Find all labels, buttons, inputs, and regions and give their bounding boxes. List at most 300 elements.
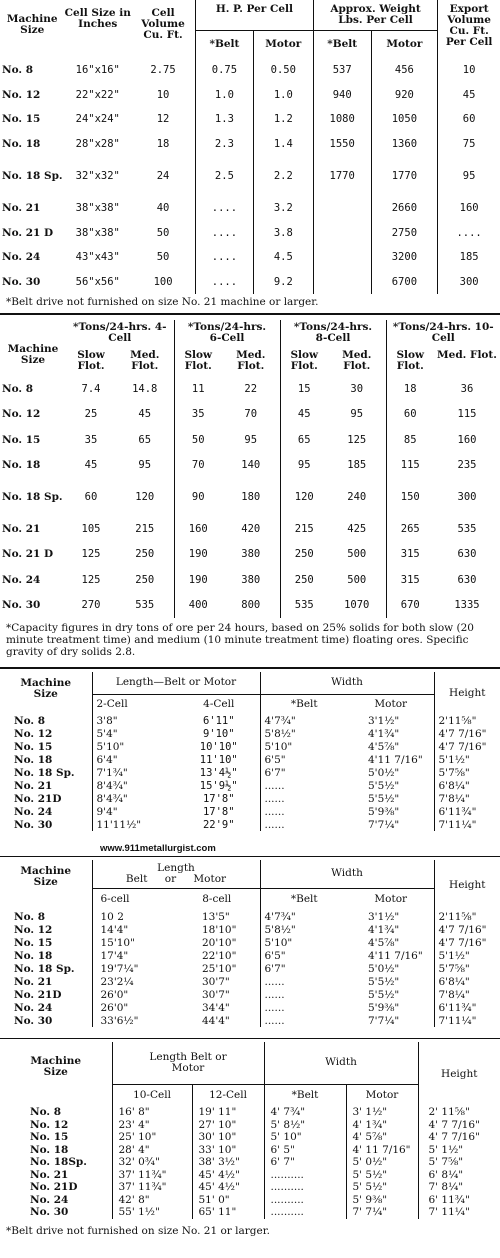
table-cell: ......	[260, 1001, 348, 1014]
table-cell: 630	[457, 548, 477, 561]
table-2-footnote: *Capacity figures in dry tons of ore per 24 hours, based on 25% solids for both slow (20 minute treatment time) and medium (10 minute treatment time) floating ores. Specific gravity of dry solids 2.8.	[6, 622, 474, 658]
table-cell: 5' 5½"	[346, 1169, 418, 1182]
table-cell: 44'4"	[202, 1014, 230, 1027]
table-cell: 1.0	[196, 83, 254, 108]
table-row	[0, 988, 500, 1001]
table-cell: 4'7 7/16"	[434, 923, 500, 936]
col-weight-motor: Motor	[371, 30, 438, 58]
table-cell: 38"x38"	[75, 202, 120, 215]
table-cell: 28' 4"	[112, 1144, 192, 1157]
col-hp-motor: Motor	[253, 30, 313, 58]
col-machine-size: Machine Size	[6, 13, 58, 36]
col-6-cell: *Tons/24-hrs. 6-Cell	[174, 320, 280, 350]
table-cell: 30'7"	[202, 975, 230, 988]
table-cell: 6'7"	[260, 766, 348, 779]
col-med: Med. Flot.	[437, 349, 497, 361]
table-cell: 7'8¼"	[434, 792, 500, 805]
table-cell: ..........	[264, 1169, 346, 1182]
table-cell: 7'7¼"	[368, 1014, 400, 1027]
table-cell: 160	[438, 196, 500, 221]
table-cell: 140	[241, 459, 261, 472]
table-row	[0, 910, 500, 923]
table-cell	[313, 245, 371, 270]
table-cell: ....	[196, 245, 254, 270]
col-length: Length—Belt or Motor	[92, 672, 260, 694]
table-cell: 5'8½"	[260, 923, 348, 936]
col-height: Height	[434, 860, 500, 910]
table-cell: 630	[457, 573, 477, 586]
table-cell: 3200	[371, 245, 438, 270]
table-cell	[313, 270, 371, 295]
table-row	[0, 818, 500, 831]
col-6-cell: 6-cell	[92, 888, 174, 910]
row-label: No. 30	[2, 599, 41, 612]
table-cell	[313, 221, 371, 246]
row-label: No. 21	[2, 522, 41, 535]
col-4-cell: 4-Cell	[203, 697, 235, 710]
table-1-footnote: *Belt drive not furnished on size No. 21 machine or larger.	[6, 296, 319, 308]
table-cell: 270	[81, 599, 101, 612]
table-cell: 185	[347, 459, 367, 472]
col-width-belt: *Belt	[264, 1084, 346, 1106]
table-cell: 7' 7¼"	[346, 1206, 418, 1219]
table-cell: 17'4"	[92, 949, 174, 962]
col-hp: H. P. Per Cell	[196, 0, 314, 30]
table-cell: 17'8"	[202, 805, 235, 818]
row-label: No. 21 D	[2, 226, 54, 239]
table-cell: 180	[241, 491, 261, 503]
watermark-url: www.911metallurgist.com	[100, 843, 216, 854]
table-cell: 11'10"	[199, 753, 238, 766]
table-cell: ..........	[264, 1206, 346, 1219]
table-cell: 25	[84, 408, 98, 421]
col-cell-size: Cell Size in Inches	[64, 7, 131, 30]
table-cell: 400	[174, 593, 222, 619]
table-cell: 43"x43"	[75, 251, 120, 264]
table-cell: 56"x56"	[75, 275, 120, 288]
col-med: Med. Flot.	[342, 349, 372, 372]
row-label: No. 30	[2, 275, 41, 288]
table-cell: 6'8¼"	[434, 975, 500, 988]
col-width: Width	[260, 672, 434, 694]
table-cell: 4' 7 7/16"	[418, 1119, 500, 1132]
table-cell: 1.4	[253, 132, 313, 157]
table-cell: 60	[84, 491, 98, 503]
table-cell: 37' 11¾"	[112, 1169, 192, 1182]
table-cell: 11'11½"	[92, 818, 178, 831]
table-cell: 537	[313, 58, 371, 83]
col-length: Length Belt or Motor	[112, 1042, 264, 1084]
col-machine-size: Machine Size	[30, 1055, 82, 1078]
row-label: No. 12	[14, 923, 53, 936]
row-label: No. 24	[2, 573, 41, 586]
table-cell: 2.3	[196, 132, 254, 157]
table-cell: 5'10"	[260, 936, 348, 949]
table-cell: 535	[135, 599, 155, 612]
col-4-cell: *Tons/24-hrs. 4-Cell	[72, 321, 167, 344]
table-cell: 16' 8"	[112, 1106, 192, 1119]
table-cell: 6'4"	[92, 753, 178, 766]
table-cell: 18'10"	[202, 923, 237, 936]
table-row	[0, 975, 500, 988]
table-row	[0, 376, 500, 402]
table-cell: 5'1½"	[434, 949, 500, 962]
table-row	[0, 567, 500, 593]
col-width-belt: *Belt	[260, 694, 348, 714]
col-width: Width	[260, 860, 434, 888]
table-row	[0, 949, 500, 962]
table-row	[0, 107, 500, 132]
table-row	[0, 245, 500, 270]
row-label: No. 8	[2, 64, 34, 77]
table-row	[0, 1014, 500, 1027]
col-width: Width	[264, 1042, 418, 1084]
table-cell: 4'7¾"	[260, 714, 348, 727]
table-row	[0, 1169, 500, 1182]
table-cell: 120	[280, 478, 328, 516]
table-cell: 37' 11¾"	[112, 1181, 192, 1194]
table-cell: 35	[84, 433, 98, 446]
table-cell: 5' 1½"	[418, 1144, 500, 1157]
table-cell: 25'10"	[202, 962, 237, 975]
row-label: No. 24	[30, 1193, 69, 1206]
table-cell: 7'1¾"	[92, 766, 178, 779]
table-cell: 2.75	[150, 64, 176, 77]
table-cell: 51' 0"	[192, 1194, 264, 1207]
table-cell: ......	[260, 805, 348, 818]
table-cell: 4'5⅞"	[368, 740, 400, 753]
col-10-cell: *Tons/24-hrs. 10-Cell	[386, 320, 500, 350]
row-label: No. 18	[2, 459, 41, 472]
table-cell: 12	[156, 113, 170, 126]
table-cell: 5'7⅝"	[434, 962, 500, 975]
row-label: No. 21D	[14, 988, 62, 1001]
table-cell: 0.50	[253, 58, 313, 83]
table-cell: 300	[457, 491, 477, 503]
table-cell: 235	[457, 459, 477, 472]
table-cell: 4' 1¾"	[346, 1119, 418, 1132]
table-cell: ......	[260, 779, 348, 792]
table-cell: 19' 11"	[192, 1106, 264, 1119]
table-cell: 5'4"	[92, 727, 178, 740]
table-cell: 5'5½"	[368, 792, 400, 805]
table-cell: 315	[386, 567, 434, 593]
table-cell: 160	[457, 433, 477, 446]
table-cell: 4'7 7/16"	[434, 740, 500, 753]
table-row	[0, 1181, 500, 1194]
table-cell: 15'9½"	[199, 779, 238, 792]
table-cell: 13'5"	[202, 910, 230, 923]
table-cell: 23'2¼	[92, 975, 174, 988]
table-cell: 7'11¼"	[434, 818, 500, 831]
table-cell: 4'1¾"	[368, 727, 400, 740]
table-row	[0, 923, 500, 936]
table-cell: 6'11¾"	[434, 1001, 500, 1014]
table-cell: 13'4½"	[199, 766, 238, 779]
table-cell: 2750	[371, 221, 438, 246]
col-med: Med. Flot.	[236, 349, 266, 372]
table-cell: 7' 11¼"	[418, 1206, 500, 1219]
table-cell: 185	[438, 245, 500, 270]
table-cell: 2660	[371, 196, 438, 221]
table-cell: 14'4"	[92, 923, 174, 936]
row-label: No. 8	[14, 714, 46, 727]
table-cell: 1.0	[253, 83, 313, 108]
table-cell: 105	[81, 522, 101, 535]
table-cell: 5' 8½"	[264, 1119, 346, 1132]
row-label: No. 12	[14, 727, 53, 740]
table-cell: 50	[174, 427, 222, 453]
table-cell: 4'7 7/16"	[434, 727, 500, 740]
table-cell: 500	[347, 573, 367, 586]
table-cell: 36	[460, 382, 474, 395]
divider	[0, 313, 500, 315]
table-cell: 240	[347, 491, 367, 503]
table-cell: 5'9⅜"	[368, 1001, 400, 1014]
table-cell: 70	[174, 453, 222, 479]
table-cell: 60	[438, 107, 500, 132]
table-row	[0, 221, 500, 246]
table-cell: 3'8"	[92, 714, 178, 727]
table-cell: 95	[244, 433, 258, 446]
table-cell: 45	[138, 408, 152, 421]
table-cell: 190	[174, 567, 222, 593]
table-cell: 7.4	[81, 382, 101, 395]
row-label: No. 21	[14, 975, 53, 988]
col-length: Length	[157, 861, 195, 874]
table-cell: 7'11¼"	[434, 1014, 500, 1027]
table-cell: 0.75	[196, 58, 254, 83]
table-cell: 5'0½"	[368, 962, 400, 975]
table-cell: 6' 5"	[264, 1144, 346, 1157]
table-row	[0, 962, 500, 975]
table-cell: 115	[457, 408, 477, 421]
table-row	[0, 542, 500, 568]
table-cell: 4'5⅞"	[368, 936, 400, 949]
col-2-cell: 2-Cell	[92, 694, 178, 714]
table-1	[0, 0, 500, 310]
table-cell: 1050	[371, 107, 438, 132]
table-cell: 22	[244, 382, 258, 395]
table-cell: 4' 5⅞"	[346, 1131, 418, 1144]
table-cell: 50	[156, 251, 170, 264]
table-cell: 3'1½"	[368, 910, 400, 923]
table-cell: 150	[386, 478, 434, 516]
table-cell: 2'11⅝"	[434, 910, 500, 923]
table-cell: 5' 7⅝"	[418, 1156, 500, 1169]
row-label: No. 21D	[14, 792, 62, 805]
table-row	[0, 427, 500, 453]
row-label: No. 18	[2, 137, 41, 150]
row-label: No. 15	[2, 433, 41, 446]
table-cell: 30'7"	[202, 988, 230, 1001]
table-cell: 95	[438, 156, 500, 196]
table-row	[0, 727, 500, 740]
row-label: No. 18 Sp.	[2, 491, 63, 503]
col-weight: Approx. Weight Lbs. Per Cell	[313, 0, 437, 30]
table-cell: 2.5	[196, 156, 254, 196]
table-cell: 85	[386, 427, 434, 453]
table-cell: 3.8	[253, 221, 313, 246]
table-cell: ......	[260, 1014, 348, 1027]
table-cell: 120	[135, 491, 155, 503]
table-row	[0, 1131, 500, 1144]
col-width-motor: Motor	[374, 697, 408, 710]
table-cell: 6' 11¾"	[418, 1194, 500, 1207]
row-label: No. 18 Sp.	[14, 766, 75, 779]
table-cell: 34'4"	[202, 1001, 230, 1014]
table-cell: 420	[241, 522, 261, 535]
row-label: No. 30	[30, 1206, 69, 1219]
row-label: No. 21	[30, 1168, 69, 1181]
table-cell: 45' 4½"	[192, 1169, 264, 1182]
table-cell: 5' 9⅜"	[346, 1194, 418, 1207]
table-cell: 18	[386, 376, 434, 402]
table-cell: 5'10"	[260, 740, 348, 753]
table-row	[0, 1119, 500, 1132]
table-cell: 9'10"	[202, 727, 235, 740]
table-cell: 5'5½"	[368, 988, 400, 1001]
table-cell: ......	[260, 975, 348, 988]
table-cell: 425	[347, 522, 367, 535]
table-row	[0, 83, 500, 108]
table-cell: 1550	[313, 132, 371, 157]
table-cell: 19'7¼"	[92, 962, 174, 975]
table-cell: 45	[84, 459, 98, 472]
col-export: Export Volume Cu. Ft. Per Cell	[438, 0, 500, 58]
table-cell: 7' 8¼"	[418, 1181, 500, 1194]
table-cell: ......	[260, 792, 348, 805]
row-label: No. 15	[2, 113, 41, 126]
table-cell: 1770	[371, 156, 438, 196]
table-row	[0, 1156, 500, 1169]
row-label: No. 24	[14, 805, 53, 818]
table-cell: 5'7⅝"	[434, 766, 500, 779]
table-cell: 300	[438, 270, 500, 295]
col-machine-size: Machine Size	[20, 677, 72, 700]
table-cell: 22'9"	[202, 818, 235, 831]
table-cell: 33'6½"	[92, 1014, 174, 1027]
table-cell: 90	[174, 478, 222, 516]
table-cell: 70	[244, 408, 258, 421]
table-5	[0, 1042, 500, 1237]
col-length-group	[92, 860, 260, 888]
table-cell: 8'4¾"	[92, 779, 178, 792]
table-cell: 4' 7 7/16"	[418, 1131, 500, 1144]
row-label: No. 21	[14, 779, 53, 792]
table-cell: 65	[280, 427, 328, 453]
table-cell: 6'7"	[260, 962, 348, 975]
table-cell: 55' 1½"	[112, 1206, 192, 1219]
table-row	[0, 196, 500, 221]
table-cell: 95	[138, 459, 152, 472]
table-cell: 45' 4½"	[192, 1181, 264, 1194]
table-cell: 4'11 7/16"	[368, 949, 423, 962]
table-cell: 32"x32"	[75, 170, 120, 182]
col-10-cell: 10-Cell	[112, 1084, 192, 1106]
col-height: Height	[434, 672, 500, 714]
table-cell: 23' 4"	[112, 1119, 192, 1132]
table-cell: 5' 5½"	[346, 1181, 418, 1194]
table-row	[0, 766, 500, 779]
table-cell: 11	[174, 376, 222, 402]
row-label: No. 24	[2, 251, 41, 264]
table-2	[0, 320, 500, 662]
table-cell: 500	[347, 548, 367, 561]
table-cell: 17'8"	[202, 792, 235, 805]
col-weight-belt: *Belt	[313, 30, 371, 58]
row-label: No. 30	[14, 1014, 53, 1027]
table-cell: 5'10"	[92, 740, 178, 753]
table-cell: 8'4¾"	[92, 792, 178, 805]
table-cell: 5'9⅜"	[368, 805, 400, 818]
table-cell: ..........	[264, 1181, 346, 1194]
table-3	[0, 672, 500, 831]
col-width-motor: Motor	[346, 1084, 418, 1106]
table-cell: 18	[156, 137, 170, 150]
table-row	[0, 792, 500, 805]
col-slow: Slow Flot.	[77, 349, 105, 372]
table-cell: 2'11⅝"	[434, 714, 500, 727]
table-cell: 16"x16"	[75, 64, 120, 77]
table-cell: 4.5	[253, 245, 313, 270]
row-label: No. 24	[14, 1001, 53, 1014]
table-cell: 5'0½"	[368, 766, 400, 779]
table-row	[0, 1001, 500, 1014]
table-row	[0, 1194, 500, 1207]
table-cell: 45	[438, 83, 500, 108]
table-cell: 14.8	[132, 382, 158, 395]
col-machine-size: Machine Size	[20, 865, 72, 888]
table-cell: 50	[156, 226, 170, 239]
table-cell: 6'8¼"	[434, 779, 500, 792]
table-cell: 20'10"	[202, 936, 237, 949]
table-row	[0, 58, 500, 83]
row-label: No. 18 Sp.	[14, 962, 75, 975]
table-cell: 9.2	[253, 270, 313, 295]
row-label: No. 15	[14, 936, 53, 949]
row-label: No. 18	[30, 1143, 69, 1156]
table-cell: 535	[457, 522, 477, 535]
row-label: No. 21 D	[2, 548, 54, 561]
table-cell: 75	[438, 132, 500, 157]
table-cell: 42' 8"	[112, 1194, 192, 1207]
table-cell: 2.2	[253, 156, 313, 196]
table-cell: 24"x24"	[75, 113, 120, 126]
table-cell: 15	[280, 376, 328, 402]
row-label: No. 18Sp.	[30, 1156, 87, 1169]
table-cell: 380	[241, 573, 261, 586]
col-slow: Slow Flot.	[280, 350, 328, 376]
table-cell: 25' 10"	[112, 1131, 192, 1144]
table-row	[0, 779, 500, 792]
table-cell: 6'5"	[260, 949, 348, 962]
table-row	[0, 805, 500, 818]
table-row	[0, 593, 500, 619]
table-row	[0, 714, 500, 727]
table-cell: 125	[81, 573, 101, 586]
col-slow: Slow Flot.	[174, 350, 222, 376]
table-cell: 33' 10"	[192, 1144, 264, 1157]
table-cell: 27' 10"	[192, 1119, 264, 1132]
table-cell: 5'1½"	[434, 753, 500, 766]
table-cell: 5' 10"	[264, 1131, 346, 1144]
table-cell: 1770	[313, 156, 371, 196]
table-cell: 250	[135, 548, 155, 561]
row-label: No. 21	[2, 202, 41, 215]
row-label: No. 12	[2, 88, 41, 101]
table-cell: 65	[138, 433, 152, 446]
